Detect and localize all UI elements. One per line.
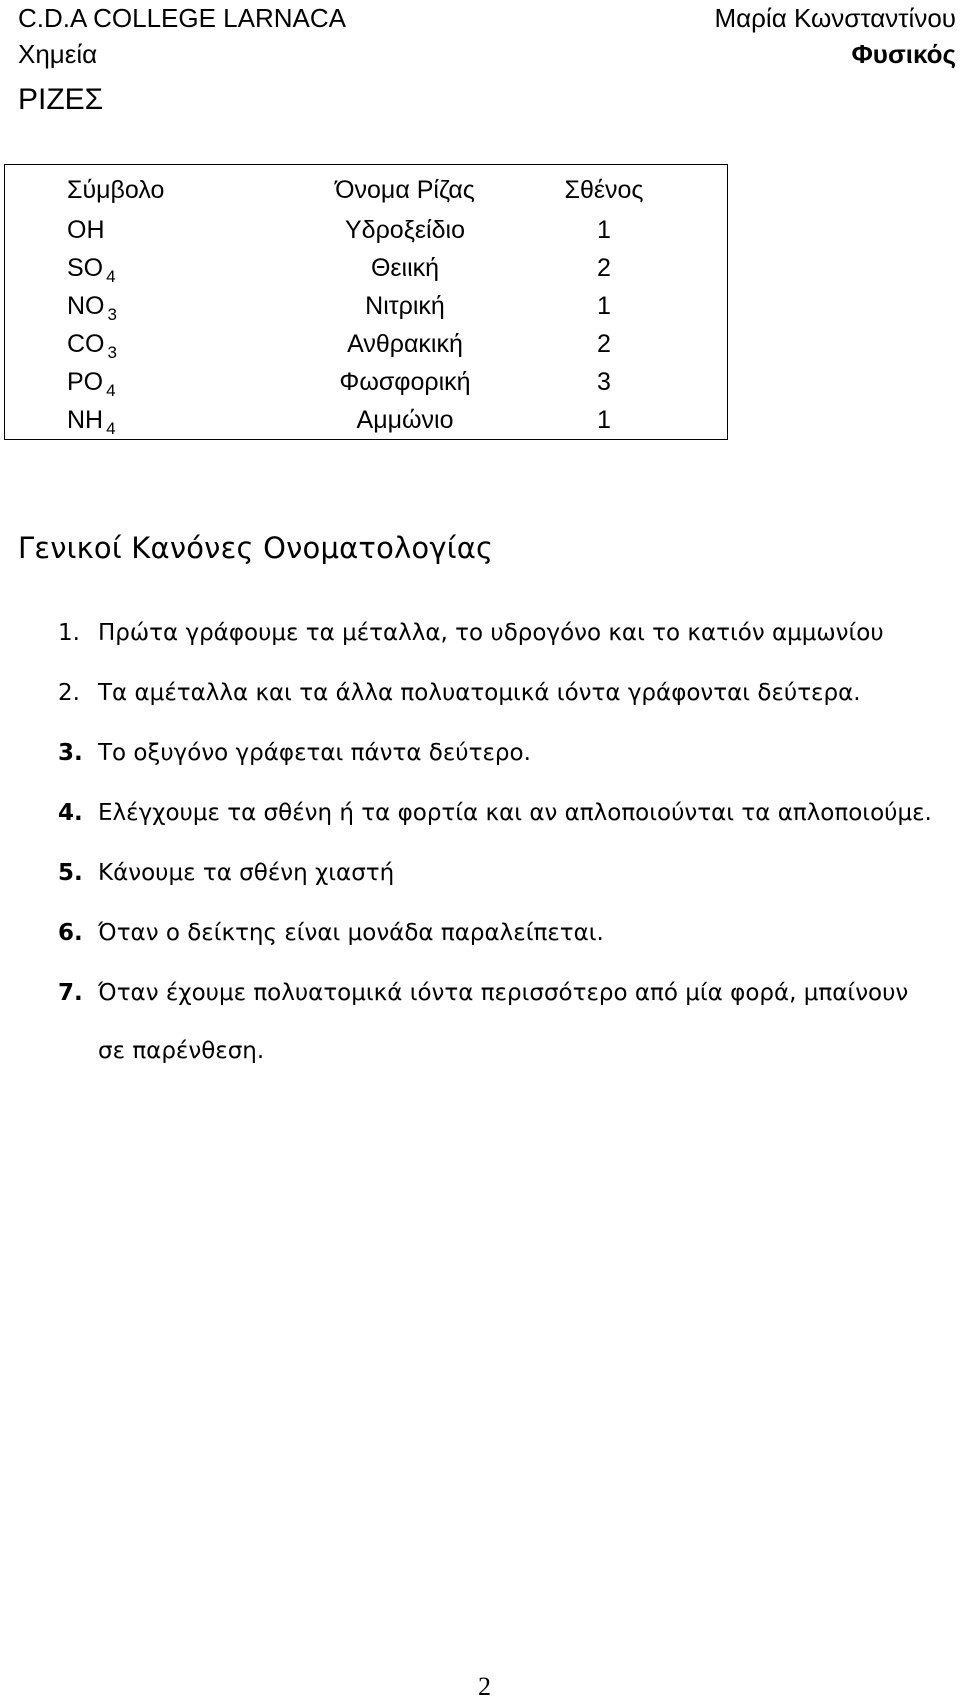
rule-number: 2.	[58, 680, 80, 706]
section-title: Γενικοί Κανόνες Ονοματολογίας	[18, 531, 494, 565]
root-name-cell: Ανθρακική	[347, 329, 463, 358]
rule-number: 3.	[58, 740, 83, 766]
symbol-subscript: 3	[107, 304, 117, 324]
symbol-cell	[5, 363, 270, 401]
list-item	[58, 980, 958, 1006]
symbol-cell	[5, 325, 270, 363]
column-header-symbol: Σύμβολο	[67, 175, 165, 204]
rule-text: Πρώτα γράφουμε τα μέταλλα, το υδρογόνο και το κατιόν αμμωνίου	[98, 620, 884, 646]
list-item	[58, 860, 958, 886]
rule-number: 5.	[58, 860, 83, 886]
root-name-cell: Νιτρική	[365, 291, 445, 320]
symbol: CO	[67, 329, 105, 358]
rule-text: Το οξυγόνο γράφεται πάντα δεύτερο.	[98, 740, 531, 766]
symbol: PO	[67, 367, 104, 396]
symbol-cell	[5, 211, 270, 249]
symbol-cell	[5, 401, 270, 440]
symbol: NH	[67, 405, 104, 434]
valence-cell: 1	[597, 405, 611, 434]
header-left	[18, 0, 346, 72]
rule-text: Κάνουμε τα σθένη χιαστή	[98, 860, 395, 886]
symbol-subscript: 4	[106, 380, 116, 400]
symbol-subscript: 3	[107, 342, 117, 362]
subject-name: Χημεία	[18, 39, 98, 69]
rule-number: 6.	[58, 920, 83, 946]
list-item	[58, 920, 958, 946]
symbol-cell	[5, 287, 270, 325]
list-item	[58, 680, 958, 706]
rule-text: Τα αμέταλλα και τα άλλα πολυατομικά ιόντα γράφονται δεύτερα.	[98, 680, 861, 706]
table-row	[5, 325, 728, 363]
root-name-cell: Αμμώνιο	[356, 405, 454, 434]
rule-number: 7.	[58, 980, 83, 1006]
table-row	[5, 211, 728, 249]
teacher-role: Φυσικός	[851, 39, 956, 69]
symbol-subscript: 4	[106, 266, 116, 286]
table-row	[5, 363, 728, 401]
column-header-valence: Σθένος	[564, 175, 644, 204]
root-name-cell: Υδροξείδιο	[345, 215, 465, 244]
valence-cell: 2	[597, 329, 611, 358]
valence-cell: 3	[597, 367, 611, 396]
rule-text: Όταν έχουμε πολυατομικά ιόντα περισσότερο από μία φορά, μπαίνουν	[98, 980, 909, 1006]
list-item	[58, 620, 958, 646]
table-row	[5, 401, 728, 440]
rule-text: Ελέγχουμε τα σθένη ή τα φορτία και αν απλοποιούνται τα απλοποιούμε.	[98, 800, 932, 826]
school-name: C.D.A COLLEGE LARNACA	[18, 3, 346, 33]
header-right	[714, 0, 956, 72]
rule-continuation: σε παρένθεση.	[98, 1038, 265, 1064]
list-item	[58, 740, 958, 766]
root-name-cell: Θειική	[370, 253, 440, 282]
list-item	[58, 800, 958, 826]
valence-cell: 1	[597, 215, 611, 244]
symbol: SO	[67, 253, 104, 282]
symbol-cell	[5, 249, 270, 287]
symbol-subscript: 4	[106, 418, 116, 438]
root-name-cell: Φωσφορική	[339, 367, 471, 396]
table-row	[5, 249, 728, 287]
column-header-name: Όνομα Ρίζας	[335, 175, 475, 204]
symbol: OH	[67, 215, 105, 244]
rule-number: 4.	[58, 800, 83, 826]
symbol: NO	[67, 291, 105, 320]
rule-text: Όταν ο δείκτης είναι μονάδα παραλείπεται.	[98, 920, 604, 946]
valence-cell: 2	[597, 253, 611, 282]
table-header-row	[5, 165, 728, 212]
valence-cell: 1	[597, 291, 611, 320]
page-number: 2	[478, 1672, 491, 1701]
roots-table	[4, 164, 728, 440]
teacher-name: Μαρία Κωνσταντίνου	[714, 3, 956, 33]
rule-number: 1.	[58, 620, 80, 646]
page-title: ΡΙΖΕΣ	[18, 83, 104, 116]
table-row	[5, 287, 728, 325]
